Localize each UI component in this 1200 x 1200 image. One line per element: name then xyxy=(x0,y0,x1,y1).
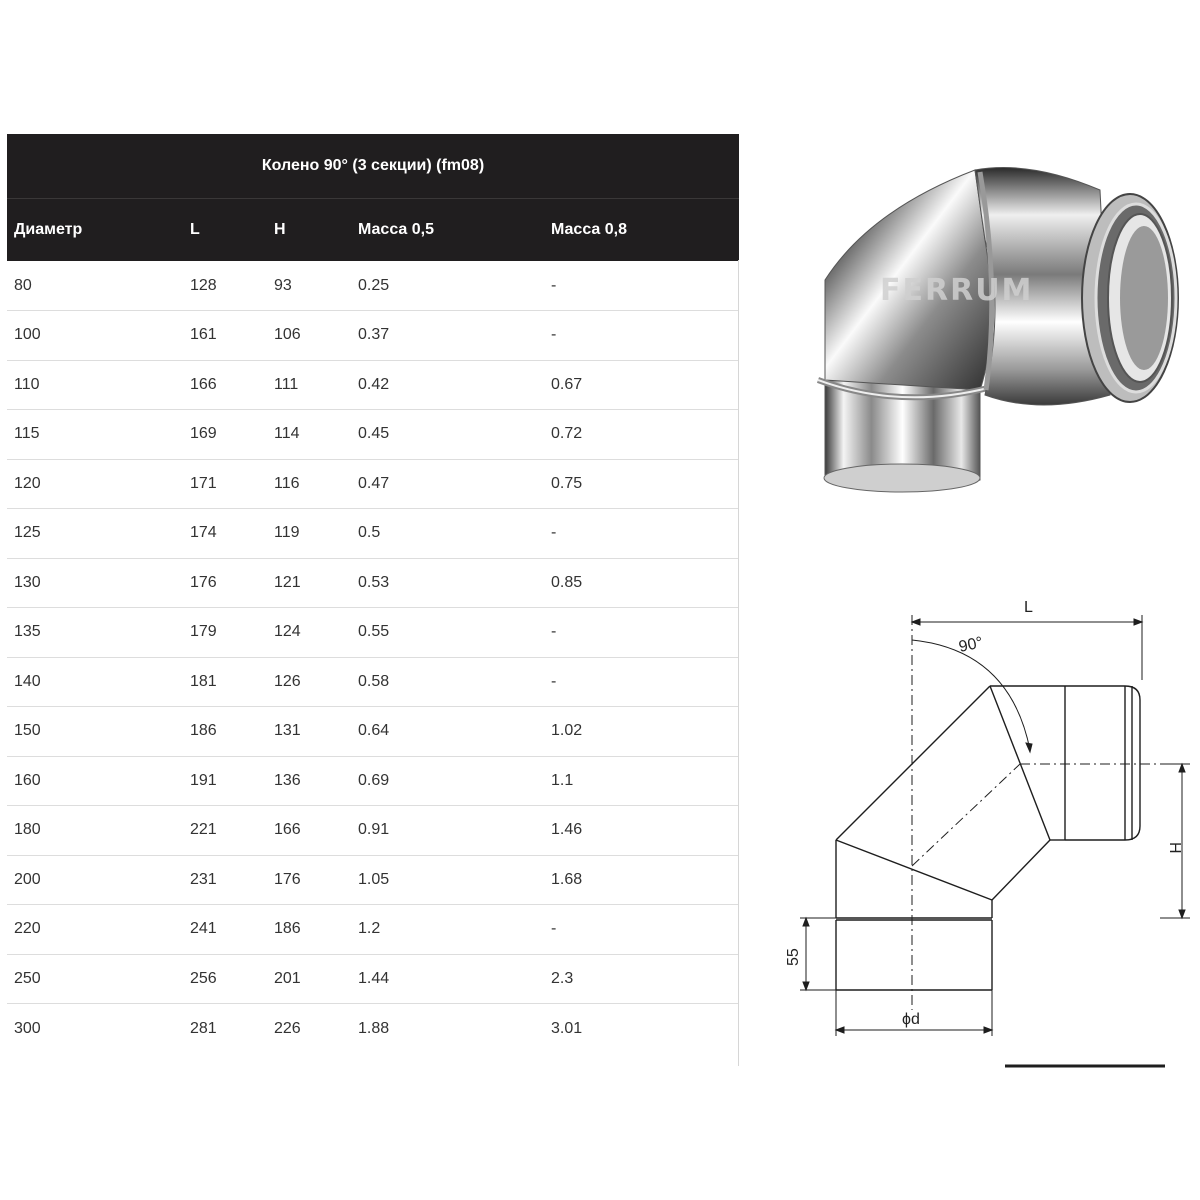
cell-l: 181 xyxy=(183,657,267,707)
cell-h: 201 xyxy=(267,954,351,1004)
label-angle: 90° xyxy=(957,634,985,656)
cell-mass-08: 2.3 xyxy=(544,954,739,1004)
cell-diameter: 110 xyxy=(7,360,183,410)
cell-h: 226 xyxy=(274,1019,301,1037)
cell-diameter: 135 xyxy=(7,608,183,658)
cell-mass-05: 0.42 xyxy=(351,360,544,410)
cell-h: 124 xyxy=(267,608,351,658)
header-diameter: Диаметр xyxy=(7,199,183,262)
technical-drawing xyxy=(770,590,1200,1090)
cell-l: 256 xyxy=(183,954,267,1004)
cell-mass-05: 0.47 xyxy=(351,459,544,509)
cell-diameter: 80 xyxy=(7,261,183,311)
cell-diameter: 220 xyxy=(7,905,183,955)
cell-mass-05: 0.53 xyxy=(351,558,544,608)
table-row xyxy=(7,261,739,311)
table-row xyxy=(7,855,739,905)
table-row xyxy=(7,558,739,608)
cell-diameter: 130 xyxy=(7,558,183,608)
cell-h: 116 xyxy=(267,459,351,509)
cell-l: 128 xyxy=(183,261,267,311)
cell-mass-05: 1.44 xyxy=(351,954,544,1004)
table-row xyxy=(7,707,739,757)
cell-diameter: 200 xyxy=(7,855,183,905)
cell-mass-05: 0.37 xyxy=(351,311,544,361)
cell-diameter: 250 xyxy=(7,954,183,1004)
cell-mass-08: 0.67 xyxy=(544,360,739,410)
label-l: L xyxy=(1024,599,1033,616)
cell-mass-08: - xyxy=(544,905,739,955)
table-row xyxy=(7,1004,739,1054)
table-body xyxy=(7,261,739,1053)
label-d: ϕd xyxy=(902,1011,920,1028)
cell-l: 241 xyxy=(183,905,267,955)
cell-mass-08: 0.75 xyxy=(544,459,739,509)
table-title-row xyxy=(7,134,739,199)
table-right-border xyxy=(738,260,739,1066)
cell-mass-08: - xyxy=(544,261,739,311)
cell-h: 106 xyxy=(267,311,351,361)
cell-mass-08: - xyxy=(544,608,739,658)
cell-mass-05: 1.2 xyxy=(351,905,544,955)
cell-h: 114 xyxy=(267,410,351,460)
cell-h: 131 xyxy=(267,707,351,757)
cell-h: 111 xyxy=(267,360,351,410)
cell-mass-08: 1.02 xyxy=(544,707,739,757)
cell-h: 121 xyxy=(267,558,351,608)
cell-mass-05: 0.55 xyxy=(351,608,544,658)
cell-l: 174 xyxy=(183,509,267,559)
cell-mass-05: 0.5 xyxy=(351,509,544,559)
cell-l: 161 xyxy=(183,311,267,361)
table-row xyxy=(7,954,739,1004)
product-photo xyxy=(810,150,1200,510)
table-row xyxy=(7,459,739,509)
table-row xyxy=(7,905,739,955)
cell-diameter: 180 xyxy=(7,806,183,856)
table-header-row xyxy=(7,199,739,262)
cell-diameter: 125 xyxy=(7,509,183,559)
cell-l: 179 xyxy=(183,608,267,658)
cell-mass-05: 0.58 xyxy=(351,657,544,707)
cell-mass-05: 0.64 xyxy=(351,707,544,757)
watermark-text: FERRUM xyxy=(880,273,1034,308)
cell-mass-08: 1.46 xyxy=(544,806,739,856)
cell-h: 93 xyxy=(267,261,351,311)
cell-l: 169 xyxy=(183,410,267,460)
header-l: L xyxy=(183,199,267,262)
cell-diameter: 140 xyxy=(7,657,183,707)
cell-diameter: 150 xyxy=(7,707,183,757)
cell-diameter: 100 xyxy=(7,311,183,361)
cell-diameter: 160 xyxy=(7,756,183,806)
cell-diameter: 115 xyxy=(7,410,183,460)
table-row xyxy=(7,410,739,460)
cell-l: 281 xyxy=(190,1019,217,1037)
cell-l: 176 xyxy=(183,558,267,608)
table-row xyxy=(7,657,739,707)
cell-h: 136 xyxy=(267,756,351,806)
cell-h: 176 xyxy=(267,855,351,905)
table-title: Колено 90° (3 секции) (fm08) xyxy=(7,134,739,199)
label-55: 55 xyxy=(785,948,802,966)
cell-mass-08: 1.68 xyxy=(544,855,739,905)
table-row xyxy=(7,608,739,658)
cell-l: 221 xyxy=(183,806,267,856)
label-h: H xyxy=(1166,842,1183,854)
cell-l: 186 xyxy=(183,707,267,757)
table-row xyxy=(7,806,739,856)
cell-l: 231 xyxy=(183,855,267,905)
cell-l: 166 xyxy=(183,360,267,410)
cell-mass-08: 1.1 xyxy=(544,756,739,806)
cell-mass-08: 0.85 xyxy=(544,558,739,608)
cell-diameter: 120 xyxy=(7,459,183,509)
table-row xyxy=(7,509,739,559)
cell-h: 126 xyxy=(267,657,351,707)
spec-table xyxy=(7,134,739,1053)
cell-mass-05: 0.69 xyxy=(351,756,544,806)
cell-mass-08: - xyxy=(544,311,739,361)
cell-h: 186 xyxy=(267,905,351,955)
cell-mass-08: - xyxy=(544,509,739,559)
cell-diameter: 300 xyxy=(14,1019,41,1037)
header-mass-08: Масса 0,8 xyxy=(544,199,739,262)
header-h: H xyxy=(267,199,351,262)
header-mass-05: Масса 0,5 xyxy=(351,199,544,262)
table-row xyxy=(7,360,739,410)
cell-h: 166 xyxy=(267,806,351,856)
cell-l: 191 xyxy=(183,756,267,806)
cell-h: 119 xyxy=(267,509,351,559)
cell-mass-05: 0.91 xyxy=(351,806,544,856)
cell-l: 171 xyxy=(183,459,267,509)
table-row xyxy=(7,756,739,806)
cell-mass-05: 0.45 xyxy=(351,410,544,460)
cell-mass-08: 0.72 xyxy=(544,410,739,460)
cell-mass-08: - xyxy=(544,657,739,707)
cell-mass-05: 1.88 xyxy=(358,1019,390,1037)
cell-mass-05: 1.05 xyxy=(351,855,544,905)
cell-mass-08: 3.01 xyxy=(551,1019,583,1037)
table-row xyxy=(7,311,739,361)
cell-mass-05: 0.25 xyxy=(351,261,544,311)
